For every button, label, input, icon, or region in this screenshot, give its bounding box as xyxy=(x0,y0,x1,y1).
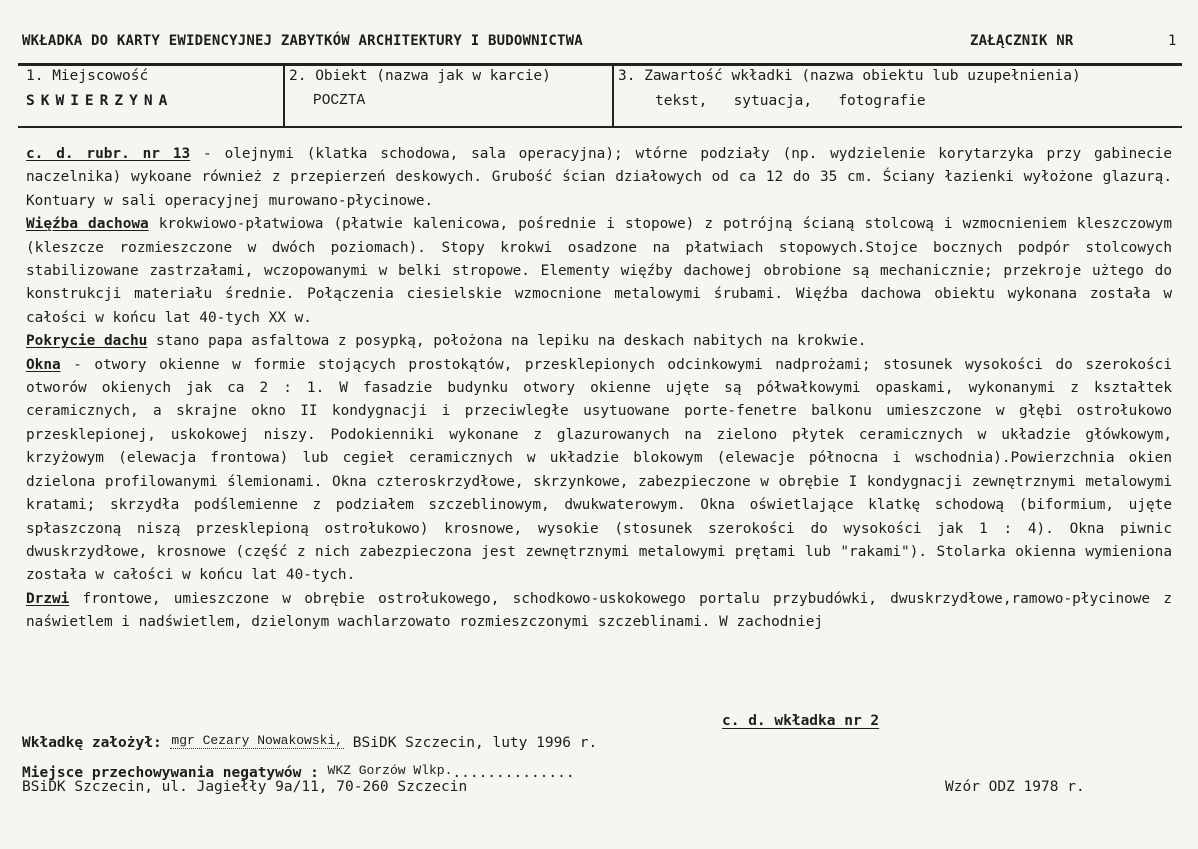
created-by-value: mgr Cezary Nowakowski, xyxy=(171,733,344,748)
paragraph-text: krokwiowo-płatwiowa (płatwie kalenicowa, pośrednie i stopowe) z potrójną ścianą stolcową i wzmocnieniem kleszczowym (kleszcze rozmieszczone w dwóch poziomach). Stopy krokwi osadzone na płatwiach stopowych.Stojce bocznych podpór stolcowych stabilizowane zastrzałami, wczopowanymi w belki stropowe. Elementy więźby dachowej obrobione są mechanicznie; przekroje użtego do konstrukcji materiału średnie. Połączenia ciesielskie wzmocnione metalowymi śrubami. Więźba dachowa obiektu wykonana została w całości w końcu lat 40-tych XX w. xyxy=(26,216,1172,326)
object-label: 2. Obiekt (nazwa jak w karcie) xyxy=(289,68,551,84)
field-divider-2 xyxy=(612,63,614,127)
paragraph-text: - otwory okienne w formie stojących prostokątów, przesklepionych odcinkowymi nadprożami; stosunek wysokości do szerokości otworów okienych jak ca 2 : 1. W fasadzie budynku otwory okienne ujęte są półwałkowymi opaskami, wykonanymi z kształtek ceramicznych, a skrajne okno II kondygnacji i przeciwległe usytuowane porte-fenetre balkonu umieszczone w głębi ostrołukowo przesklepionej, uskokowej niszy. Podokienniki wykonane z glazurowanych na zielono płytek ceramicznych w układzie główkowym, krzyżowym (elewacja frontowa) lub cegieł ceramicznych w układzie blokowym (elewacje północna i wschodnia).Powierzchnia okien dzielona profilowanymi ślemionami. Okna czteroskrzydłowe, skrzynkowe, zabezpieczone w obrębie I kondygnacji zewnętrznymi metalowymi kratami; skrzydła podślemienne z podziałem szczeblinowym, dwukwaterowym. Okna oświetlające klatkę schodową (biformium, ujęte spłaszczoną niszą przesklepioną ostrołukowo) krosnowe, wysokie (stosunek szerokości do wysokości jak 1 : 4). Okna piwnic dwuskrzydłowe, krosnowe (część z nich zabezpieczona jest zewnętrznymi metalowymi prętami lub "rakami"). Stolarka okienna wymieniona została w całości w końcu lat 40-tych. xyxy=(26,356,1172,584)
negatives-dots: .............. xyxy=(452,765,575,781)
fields-bottom-rule xyxy=(18,126,1182,128)
form-title: WKŁADKA DO KARTY EWIDENCYJNEJ ZABYTKÓW ARCHITEKTURY I BUDOWNICTWA xyxy=(22,33,583,49)
paragraph-roof-truss xyxy=(26,213,1172,330)
page-number: 1 xyxy=(1168,33,1177,49)
annex-label: ZAŁĄCZNIK NR xyxy=(970,33,1074,49)
negatives-value: WKZ Gorzów Wlkp. xyxy=(327,763,453,778)
form-model: Wzór ODZ 1978 r. xyxy=(945,779,1085,795)
content-label: 3. Zawartość wkładki (nazwa obiektu lub uzupełnienia) xyxy=(618,68,1081,84)
paragraph-text: frontowe, umieszczone w obrębie ostrołukowego, schodkowo-uskokowego portalu przybudówki, dwuskrzydłowe,ramowo-płycinowe z naświetlem i nadświetlem, dzielonym wachlarzowato rozmieszczonymi szczeblinami. W zachodniej xyxy=(26,590,1172,631)
paragraph-heading: Więźba dachowa xyxy=(26,216,149,233)
continuation-note: c. d. wkładka nr 2 xyxy=(722,713,880,729)
paragraph-heading: Drzwi xyxy=(26,590,70,607)
paragraph-continuation xyxy=(26,143,1172,213)
locality-value: SKWIERZYNA xyxy=(26,93,174,109)
paragraph-text: - olejnymi (klatka schodowa, sala operacyjna); wtórne podziały (np. wydzielenie korytarzyka przy gabinecie naczelnika) wykoane również z przepierzeń deskowych. Grubość ścian działowych od ca 12 do 35 cm. Ściany łazienki wyłożone glazurą. Kontuary w sali operacyjnej murowano-płycinowe. xyxy=(26,146,1172,209)
paragraph-text: stano papa asfaltowa z posypką, położona na lepiku na deskach nabitych na krokwie. xyxy=(147,333,867,350)
content-value: tekst, sytuacja, fotografie xyxy=(655,93,926,109)
top-rule xyxy=(18,63,1182,66)
paragraph-heading: Okna xyxy=(26,356,61,373)
negatives-label: Miejsce przechowywania negatywów : xyxy=(22,765,319,781)
object-value: POCZTA xyxy=(313,93,366,109)
paragraph-roofing xyxy=(26,330,1172,353)
description-body xyxy=(26,143,1172,635)
created-by-label: Wkładkę założył: xyxy=(22,735,162,751)
paragraph-doors xyxy=(26,588,1172,635)
paragraph-heading: Pokrycie dachu xyxy=(26,333,148,350)
institution-address: BSiDK Szczecin, ul. Jagiełły 9a/11, 70-260 Szczecin xyxy=(22,779,468,795)
paragraph-heading: c. d. rubr. nr 13 xyxy=(26,146,191,162)
field-divider-1 xyxy=(283,63,285,127)
created-by-rest: BSiDK Szczecin, luty 1996 r. xyxy=(344,735,598,751)
paragraph-windows xyxy=(26,354,1172,588)
created-by-line xyxy=(22,735,597,751)
locality-label: 1. Miejscowość xyxy=(26,68,149,84)
